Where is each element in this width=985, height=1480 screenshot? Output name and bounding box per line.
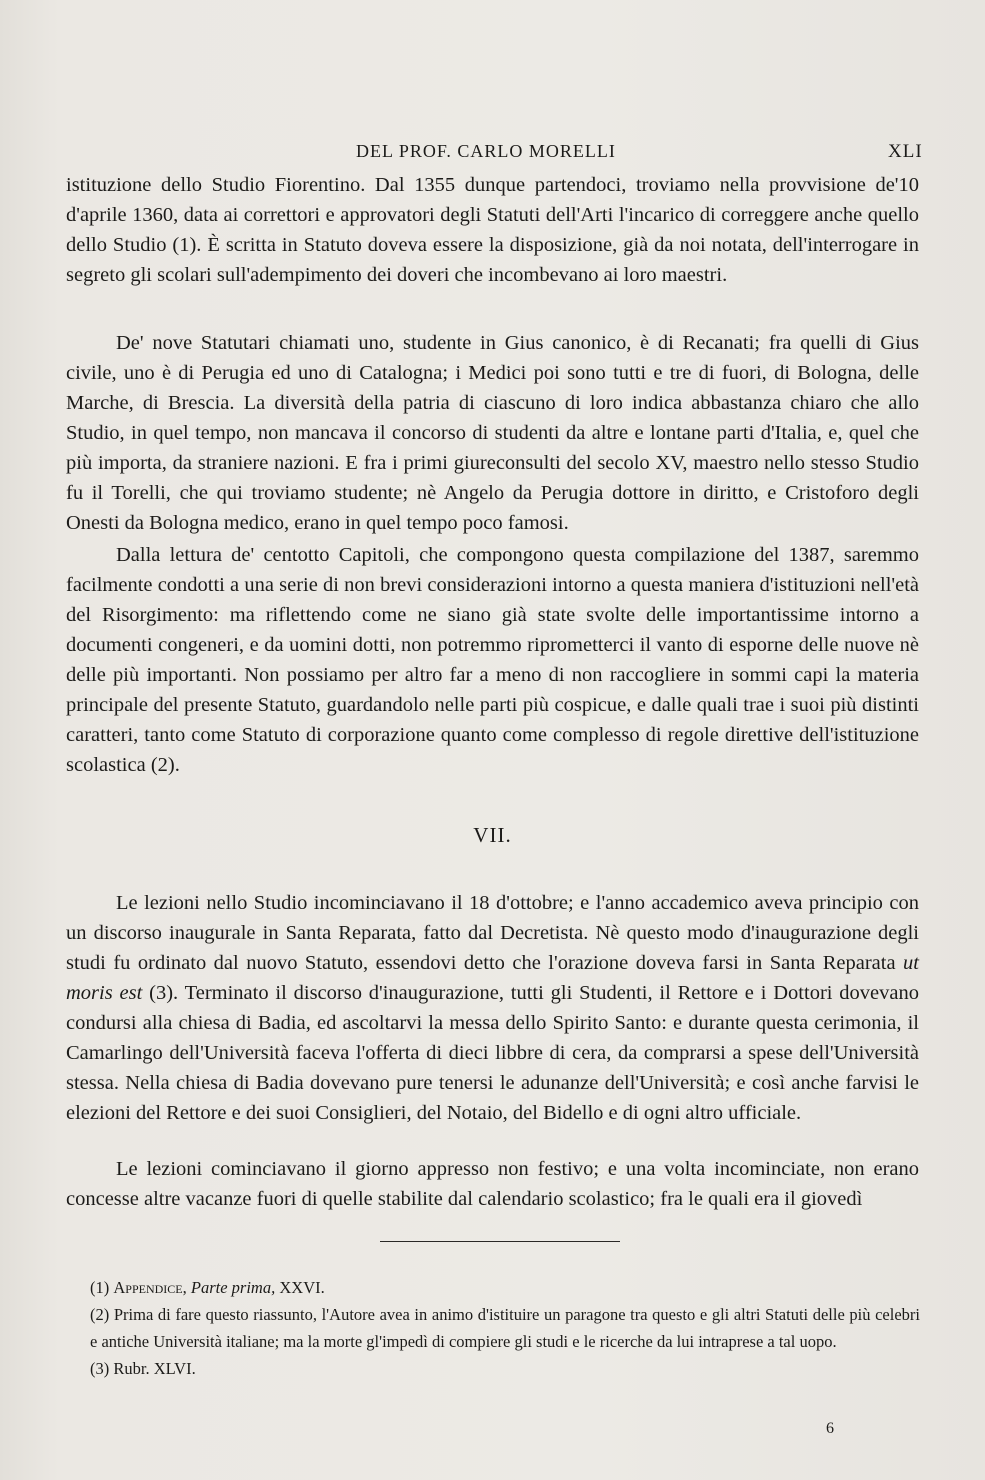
paragraph-text: Le lezioni nello Studio incominciavano il 18 d'ottobre; e l'anno accademico aveva principio con un discorso inaugurale in Santa Reparata, fatto dal Decretista. Nè questo modo d'inaugurazione degli studi fu ordinato dal nuovo Statuto, essendovi detto che l'orazione doveva farsi in Santa Reparata [66, 892, 919, 974]
footnote-number: (1) [90, 1278, 110, 1297]
latin-phrase: ut moris est [66, 952, 919, 1004]
footnote-italic: Parte prima, [190, 1278, 276, 1297]
running-title: DEL PROF. CARLO MORELLI [356, 141, 616, 161]
paragraph [66, 888, 919, 1128]
footnotes [90, 1274, 920, 1382]
signature-mark: 6 [826, 1420, 834, 1437]
footnote-appendix: Appendice, [113, 1278, 187, 1297]
footnote-rule [380, 1241, 620, 1242]
paragraph: Le lezioni cominciavano il giorno appresso non festivo; e una volta incominciate, non erano concesse altre vacanze fuori di quelle stabilite dal calendario scolastico; fra le quali era il giovedì [66, 1158, 919, 1210]
paragraph-text: (3). Terminato il discorso d'inaugurazione, tutti gli Studenti, il Rettore e i Dottori dovevano condursi alla chiesa di Badia, ed ascoltarvi la messa dello Spirito Santo: e durante questa cerimonia, il Camarlingo dell'Università faceva l'offerta di dieci libbre di cera, da comprarsi a spese dell'Università stessa. Nella chiesa di Badia dovevano pure tenersi le adunanze dell'Università; e così anche farvisi le elezioni del Rettore e dei suoi Consiglieri, del Notaio, del Bidello e di ogni altro ufficiale. [66, 982, 919, 1124]
running-head [0, 141, 985, 171]
section-heading: VII. [473, 823, 512, 847]
footnote [90, 1274, 920, 1301]
paragraph: istituzione dello Studio Fiorentino. Dal 1355 dunque partendoci, troviamo nella provvisione de'10 d'aprile 1360, data ai correttori e approvatori degli Statuti dell'Arti l'incarico di correggere anche quello dello Studio (1). È scritta in Statuto doveva essere la disposizione, già da noi notata, dell'interrogare in segreto gli scolari sull'adempimento dei doveri che incombevano ai loro maestri. [66, 174, 919, 286]
footnote: (3) Rubr. XLVI. [90, 1359, 196, 1378]
footnote-text: XXVI. [279, 1278, 325, 1297]
page-number: XLI [888, 141, 923, 162]
footnote: (2) Prima di fare questo riassunto, l'Autore avea in animo d'istituire un paragone tra questo e gli altri Statuti delle più celebri e antiche Università italiane; ma la morte gl'impedì di compiere gli studi e le ricerche da lui intraprese a tal uopo. [90, 1305, 920, 1351]
paragraph: De' nove Statutari chiamati uno, studente in Gius canonico, è di Recanati; fra quelli di Gius civile, uno è di Perugia ed uno di Catalogna; i Medici poi sono tutti e tre di fuori, di Bologna, delle Marche, di Brescia. La diversità della patria di ciascuno di loro indica abbastanza chiaro che allo Studio, in quel tempo, non mancava il concorso di studenti da altre e lontane parti d'Italia, e, quel che più importa, da straniere nazioni. E fra i primi giureconsulti del secolo XV, maestro nello stesso Studio fu il Torelli, che qui troviamo studente; nè Angelo da Perugia dottore in diritto, e Cristoforo degli Onesti da Bologna medico, erano in quel tempo poco famosi. [66, 332, 919, 534]
paragraph: Dalla lettura de' centotto Capitoli, che compongono questa compilazione del 1387, saremmo facilmente condotti a una serie di non brevi considerazioni intorno a questa maniera d'istituzioni nell'età del Risorgimento: ma riflettendo come ne siano già state svolte delle importantissime intorno a documenti congeneri, e da uomini dotti, non potremmo riprometterci il vanto di esporne delle nuove nè delle più importanti. Non possiamo per altro far a meno di non raccogliere in sommi capi la materia principale del presente Statuto, guardandolo nelle parti più cospicue, e dalle quali trae i suoi più distinti caratteri, tanto come Statuto di corporazione quanto come complesso di regole direttive dell'istituzione scolastica (2). [66, 544, 919, 776]
